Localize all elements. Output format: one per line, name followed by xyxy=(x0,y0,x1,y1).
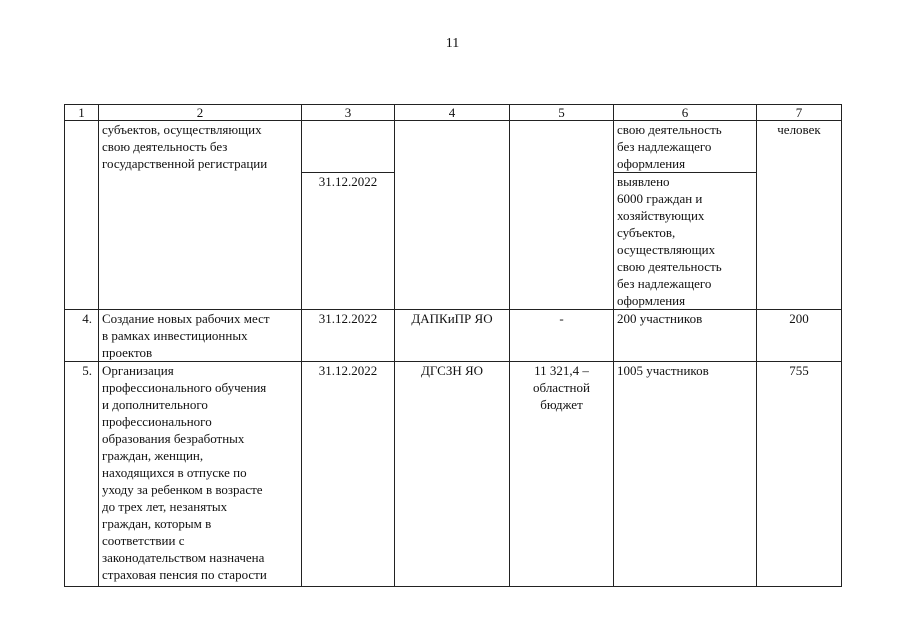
continuation-row-a xyxy=(65,121,842,173)
row4-description: Создание новых рабочих мест в рамках инвестиционных проектов xyxy=(99,310,302,362)
cont-unit-cell: человек xyxy=(757,121,842,310)
measures-table xyxy=(64,104,842,587)
row4-indicator: 200 участников xyxy=(614,310,757,362)
row5-description: Организация профессионального обучения и дополнительного профессионального образования безработных граждан, женщин, находящихся в отпуске по уходу за ребенком в возрасте до трех лет, незанятых граждан, которым в соответствии с законодательством назначена страховая пенсия по старости xyxy=(99,362,302,587)
cont-indicator-cell-b: выявлено 6000 граждан и хозяйствующих субъектов, осуществляющих свою деятельность без надлежащего оформления xyxy=(614,173,757,310)
row5-indicator: 1005 участников xyxy=(614,362,757,587)
header-cell-1: 1 xyxy=(65,105,99,121)
header-cell-7: 7 xyxy=(757,105,842,121)
cont-funding-cell xyxy=(510,121,614,310)
header-row xyxy=(65,105,842,121)
cont-indicator-cell-a: свою деятельность без надлежащего оформления xyxy=(614,121,757,173)
row5-date: 31.12.2022 xyxy=(302,362,395,587)
cont-num-cell xyxy=(65,121,99,310)
row4-funding: - xyxy=(510,310,614,362)
row4-value: 200 xyxy=(757,310,842,362)
row5-funding: 11 321,4 – областной бюджет xyxy=(510,362,614,587)
cont-executor-cell xyxy=(395,121,510,310)
row5-number: 5. xyxy=(65,362,99,587)
header-cell-2: 2 xyxy=(99,105,302,121)
table-row-4 xyxy=(65,310,842,362)
cont-date-cell: 31.12.2022 xyxy=(302,173,395,310)
header-cell-6: 6 xyxy=(614,105,757,121)
row4-date: 31.12.2022 xyxy=(302,310,395,362)
row4-number: 4. xyxy=(65,310,99,362)
page-number: 11 xyxy=(445,36,460,51)
header-cell-4: 4 xyxy=(395,105,510,121)
header-cell-3: 3 xyxy=(302,105,395,121)
cont-date-empty-cell xyxy=(302,121,395,173)
header-cell-5: 5 xyxy=(510,105,614,121)
cont-description-cell: субъектов, осуществляющих свою деятельность без государственной регистрации xyxy=(99,121,302,310)
row5-executor: ДГСЗН ЯО xyxy=(395,362,510,587)
table-row-5 xyxy=(65,362,842,587)
row4-executor: ДАПКиПР ЯО xyxy=(395,310,510,362)
row5-value: 755 xyxy=(757,362,842,587)
